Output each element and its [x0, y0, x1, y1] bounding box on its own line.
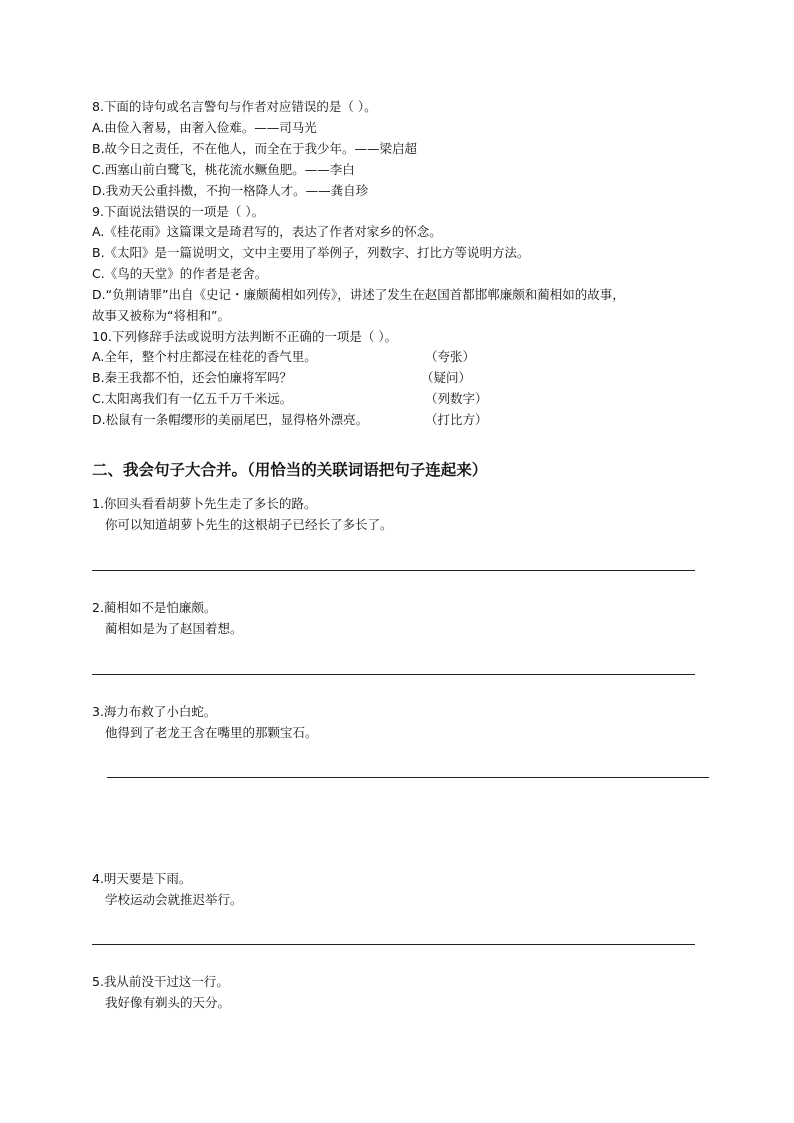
question-8-option-b: B.故今日之责任，不在他人，而全在于我少年。——梁启超 [92, 141, 418, 156]
combine-item-3-answer-line[interactable] [107, 777, 709, 778]
combine-item-2-sentence-2: 蔺相如是为了赵国着想。 [105, 621, 243, 636]
question-8-option-c: C.西塞山前白鹭飞，桃花流水鳜鱼肥。——李白 [92, 162, 355, 177]
question-8-stem: 8.下面的诗句或名言警句与作者对应错误的是（ ）。 [92, 99, 377, 114]
question-10-stem: 10.下列修辞手法或说明方法判断不正确的一项是（ ）。 [92, 329, 398, 344]
combine-item-5-sentence-1: 5.我从前没干过这一行。 [92, 974, 229, 989]
question-10-option-c-note: （列数字） [425, 391, 488, 406]
question-10-option-b: B.秦王我都不怕，还会怕廉将军吗？ [92, 370, 293, 385]
combine-item-3-sentence-1: 3.海力布救了小白蛇。 [92, 704, 217, 719]
question-8-option-d: D.我劝天公重抖擞，不拘一格降人才。——龚自珍 [92, 183, 369, 198]
combine-item-5-sentence-2: 我好像有剃头的天分。 [105, 995, 231, 1010]
combine-item-1-answer-line[interactable] [92, 570, 695, 571]
question-9-option-d: D.“负荆请罪”出自《史记・廉颇蔺相如列传》，讲述了发生在赵国首都邯郸廉颇和蔺相如的故事， [92, 287, 625, 302]
combine-item-4-sentence-2: 学校运动会就推迟举行。 [105, 892, 243, 907]
question-10-option-a-note: （夸张） [425, 349, 476, 364]
combine-item-1-sentence-1: 1.你回头看看胡萝卜先生走了多长的路。 [92, 496, 317, 511]
question-8-option-a: A.由俭入奢易，由奢入俭难。——司马光 [92, 120, 317, 135]
combine-item-4-answer-line[interactable] [92, 944, 695, 945]
question-10-option-d: D.松鼠有一条帽缨形的美丽尾巴，显得格外漂亮。 [92, 412, 369, 427]
combine-item-1-sentence-2: 你可以知道胡萝卜先生的这根胡子已经长了多长了。 [105, 517, 393, 532]
question-9-stem: 9.下面说法错误的一项是（ ）。 [92, 204, 265, 219]
question-9-option-d-continued: 故事又被称为“将相和”。 [92, 308, 230, 323]
combine-item-4-sentence-1: 4.明天要是下雨。 [92, 871, 192, 886]
combine-item-2-sentence-1: 2.蔺相如不是怕廉颇。 [92, 600, 217, 615]
question-10-option-b-note: （疑问） [421, 370, 472, 385]
question-9-option-b: B.《太阳》是一篇说明文，文中主要用了举例子，列数字、打比方等说明方法。 [92, 245, 530, 260]
combine-item-2-answer-line[interactable] [92, 674, 695, 675]
question-10-option-c: C.太阳离我们有一亿五千万千米远。 [92, 391, 293, 406]
question-9-option-c: C.《鸟的天堂》的作者是老舍。 [92, 266, 268, 281]
combine-item-3-sentence-2: 他得到了老龙王含在嘴里的那颗宝石。 [105, 725, 318, 740]
section-2-title: 二、我会句子大合并。（用恰当的关联词语把句子连起来） [92, 460, 488, 479]
question-10-option-a: A.全年，整个村庄都浸在桂花的香气里。 [92, 349, 317, 364]
question-9-option-a: A.《桂花雨》这篇课文是琦君写的，表达了作者对家乡的怀念。 [92, 224, 442, 239]
question-10-option-d-note: （打比方） [425, 412, 488, 427]
